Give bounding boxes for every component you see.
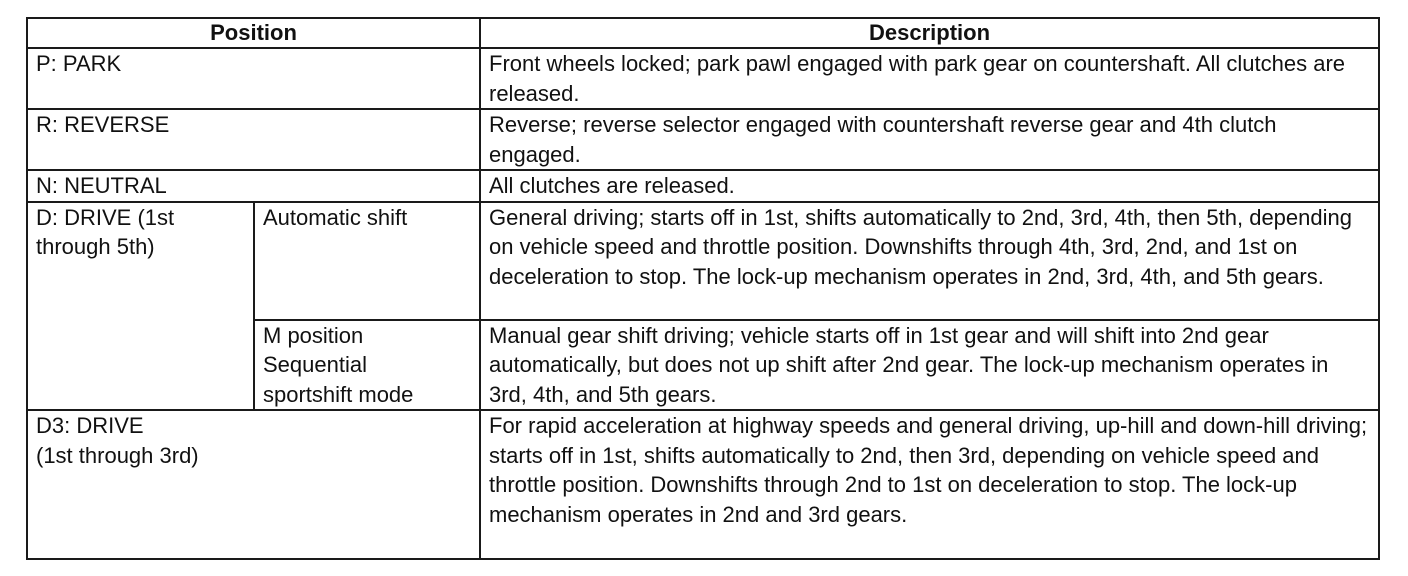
- mode-sequential-sportshift: M position Sequential sportshift mode: [254, 320, 480, 411]
- shift-position-table: [26, 17, 1380, 560]
- mode-automatic-shift: Automatic shift: [254, 202, 480, 320]
- position-park: P: PARK: [27, 48, 480, 109]
- table-row: [27, 170, 1379, 202]
- header-position: Position: [27, 18, 480, 48]
- table-row: [27, 109, 1379, 170]
- description-automatic-shift: General driving; starts off in 1st, shifts automatically to 2nd, 3rd, 4th, then 5th, depending on vehicle speed and throttle position. Downshifts through 4th, 3rd, 2nd, and 1st on deceleration to stop. The lock-up mechanism operates in 2nd, 3rd, 4th, and 5th gears.: [480, 202, 1379, 320]
- description-neutral: All clutches are released.: [480, 170, 1379, 202]
- position-reverse: R: REVERSE: [27, 109, 480, 170]
- description-sequential-sportshift: Manual gear shift driving; vehicle starts off in 1st gear and will shift into 2nd gear automatically, but does not up shift after 2nd gear. The lock-up mechanism operates in 3rd, 4th, and 5th gears.: [480, 320, 1379, 411]
- header-row: [27, 18, 1379, 48]
- description-park: Front wheels locked; park pawl engaged with park gear on countershaft. All clutches are released.: [480, 48, 1379, 109]
- position-neutral: N: NEUTRAL: [27, 170, 480, 202]
- position-drive-d3: D3: DRIVE (1st through 3rd): [27, 410, 480, 559]
- header-description: Description: [480, 18, 1379, 48]
- description-drive-d3: For rapid acceleration at highway speeds and general driving, up-hill and down-hill driving; starts off in 1st, shifts automatically to 2nd, then 3rd, depending on vehicle speed and throttle position. Downshifts through 2nd to 1st on deceleration to stop. The lock-up mechanism operates in 2nd and 3rd gears.: [480, 410, 1379, 559]
- description-reverse: Reverse; reverse selector engaged with countershaft reverse gear and 4th clutch engaged.: [480, 109, 1379, 170]
- table-row: [27, 202, 1379, 320]
- position-drive: D: DRIVE (1st through 5th): [27, 202, 254, 411]
- table-row: [27, 48, 1379, 109]
- table-row: [27, 410, 1379, 559]
